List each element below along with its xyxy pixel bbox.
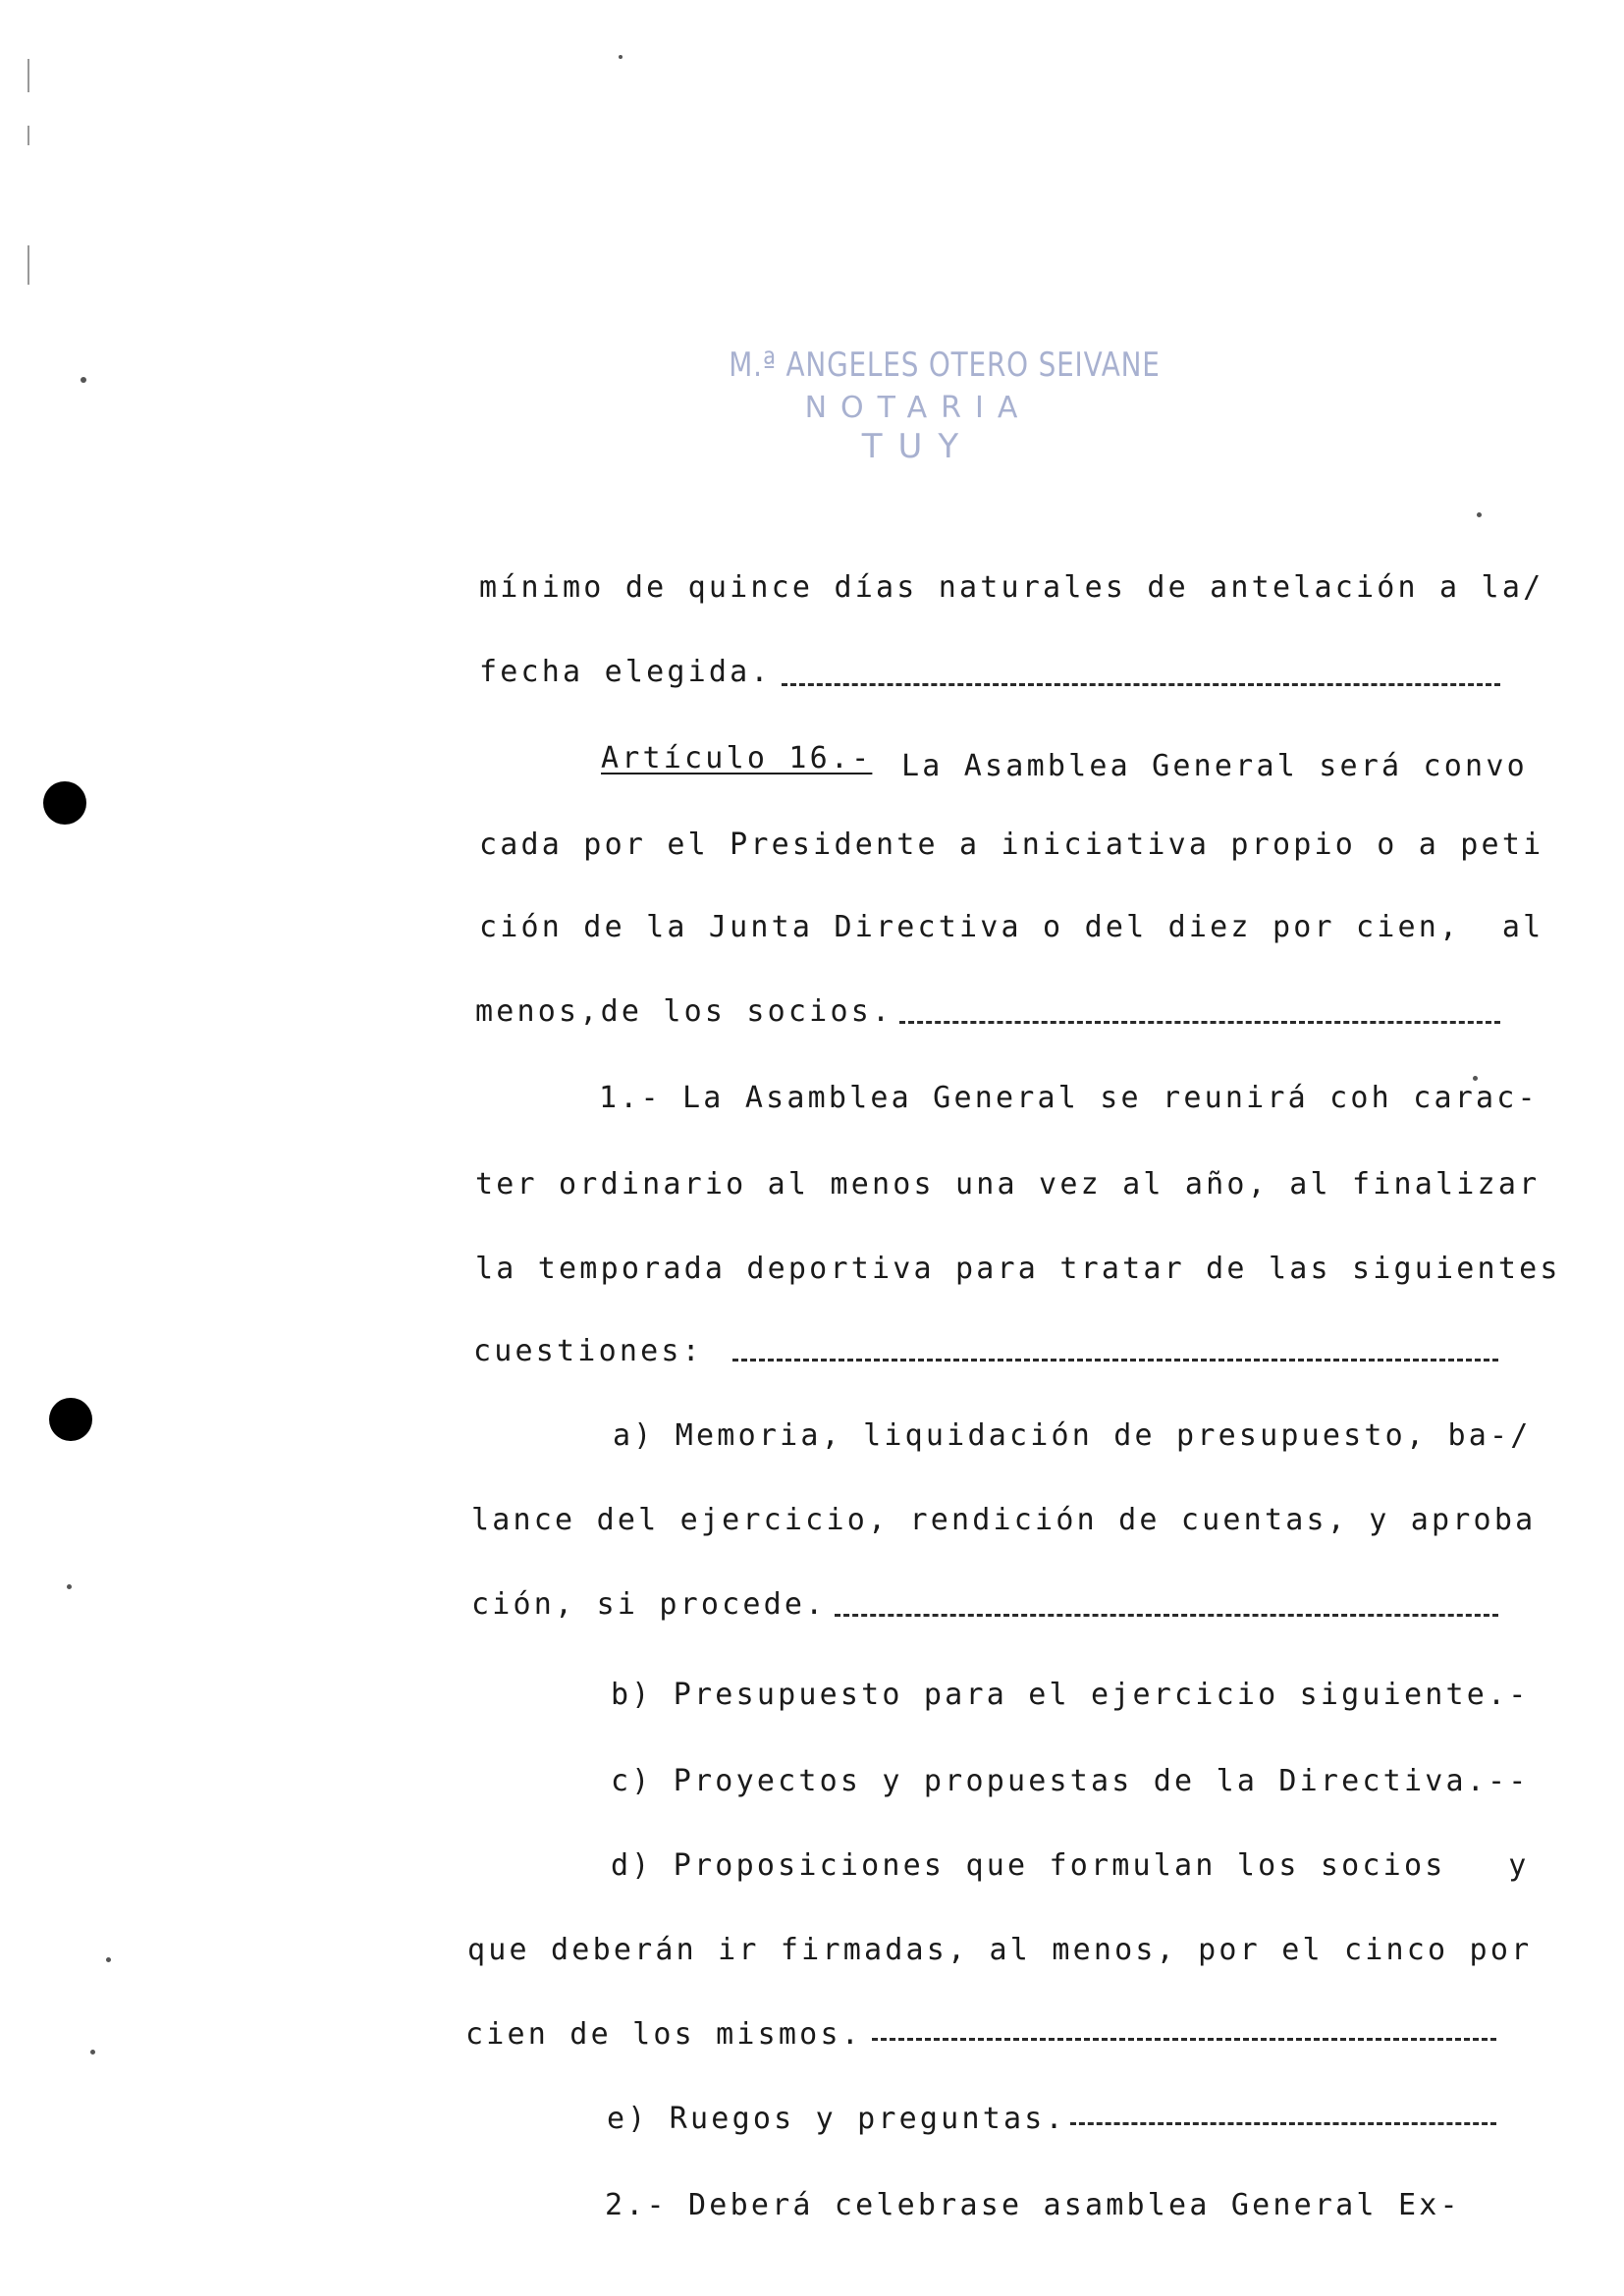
filler-dashes bbox=[872, 2038, 1496, 2041]
edge-mark bbox=[27, 126, 29, 145]
speck bbox=[106, 1957, 111, 1962]
speck bbox=[67, 1584, 72, 1589]
edge-mark bbox=[27, 59, 29, 92]
list-item-a: a) Memoria, liquidación de presupuesto, ba-/ bbox=[613, 1418, 1532, 1453]
stamp-office: NOTARIA bbox=[804, 391, 1032, 425]
text-line: ción, si procede. bbox=[471, 1587, 827, 1622]
text-line: 1.- La Asamblea General se reunirá coh carac- bbox=[599, 1081, 1539, 1115]
text-line: menos,de los socios. bbox=[475, 994, 893, 1029]
list-item-c: c) Proyectos y propuestas de la Directiva.-- bbox=[611, 1764, 1530, 1798]
speck bbox=[1477, 512, 1482, 517]
text-line: cien de los mismos. bbox=[465, 2017, 862, 2052]
text-line: cada por el Presidente a iniciativa propio o a peti bbox=[479, 828, 1544, 862]
edge-mark bbox=[27, 245, 29, 285]
speck bbox=[619, 55, 623, 59]
filler-dashes bbox=[732, 1359, 1498, 1362]
list-item-d: d) Proposiciones que formulan los socios y bbox=[611, 1848, 1530, 1883]
filler-dashes bbox=[899, 1021, 1500, 1024]
article-heading: Artículo 16.- bbox=[601, 741, 873, 775]
text-line: la temporada deportiva para tratar de las siguientes bbox=[475, 1252, 1561, 1286]
stamp-city: TUY bbox=[861, 427, 975, 466]
text-line: fecha elegida. bbox=[479, 655, 772, 689]
speck bbox=[81, 377, 86, 383]
notary-stamp bbox=[687, 346, 1161, 466]
speck bbox=[90, 2050, 95, 2055]
punch-hole-top bbox=[43, 781, 86, 825]
text-line: ter ordinario al menos una vez al año, al finalizar bbox=[475, 1167, 1541, 1201]
filler-dashes bbox=[835, 1614, 1498, 1617]
list-item-b: b) Presupuesto para el ejercicio siguiente.- bbox=[611, 1678, 1530, 1712]
text-line: cuestiones: bbox=[473, 1334, 703, 1368]
text-line: 2.- Deberá celebrase asamblea General Ex- bbox=[605, 2188, 1461, 2222]
list-item-e: e) Ruegos y preguntas. bbox=[607, 2102, 1066, 2136]
filler-dashes bbox=[782, 683, 1500, 686]
text-line: La Asamblea General será convo bbox=[901, 749, 1528, 783]
text-line: que deberán ir firmadas, al menos, por el cinco por bbox=[467, 1933, 1533, 1967]
text-line: mínimo de quince días naturales de antelación a la/ bbox=[479, 570, 1544, 605]
text-line: lance del ejercicio, rendición de cuentas, y aproba bbox=[471, 1503, 1537, 1537]
stamp-name: M.ª ANGELES OTERO SEIVANE bbox=[729, 346, 1161, 385]
text-line: ción de la Junta Directiva o del diez por cien, al bbox=[479, 910, 1544, 944]
filler-dashes bbox=[1070, 2122, 1496, 2125]
punch-hole-bottom bbox=[49, 1398, 92, 1441]
